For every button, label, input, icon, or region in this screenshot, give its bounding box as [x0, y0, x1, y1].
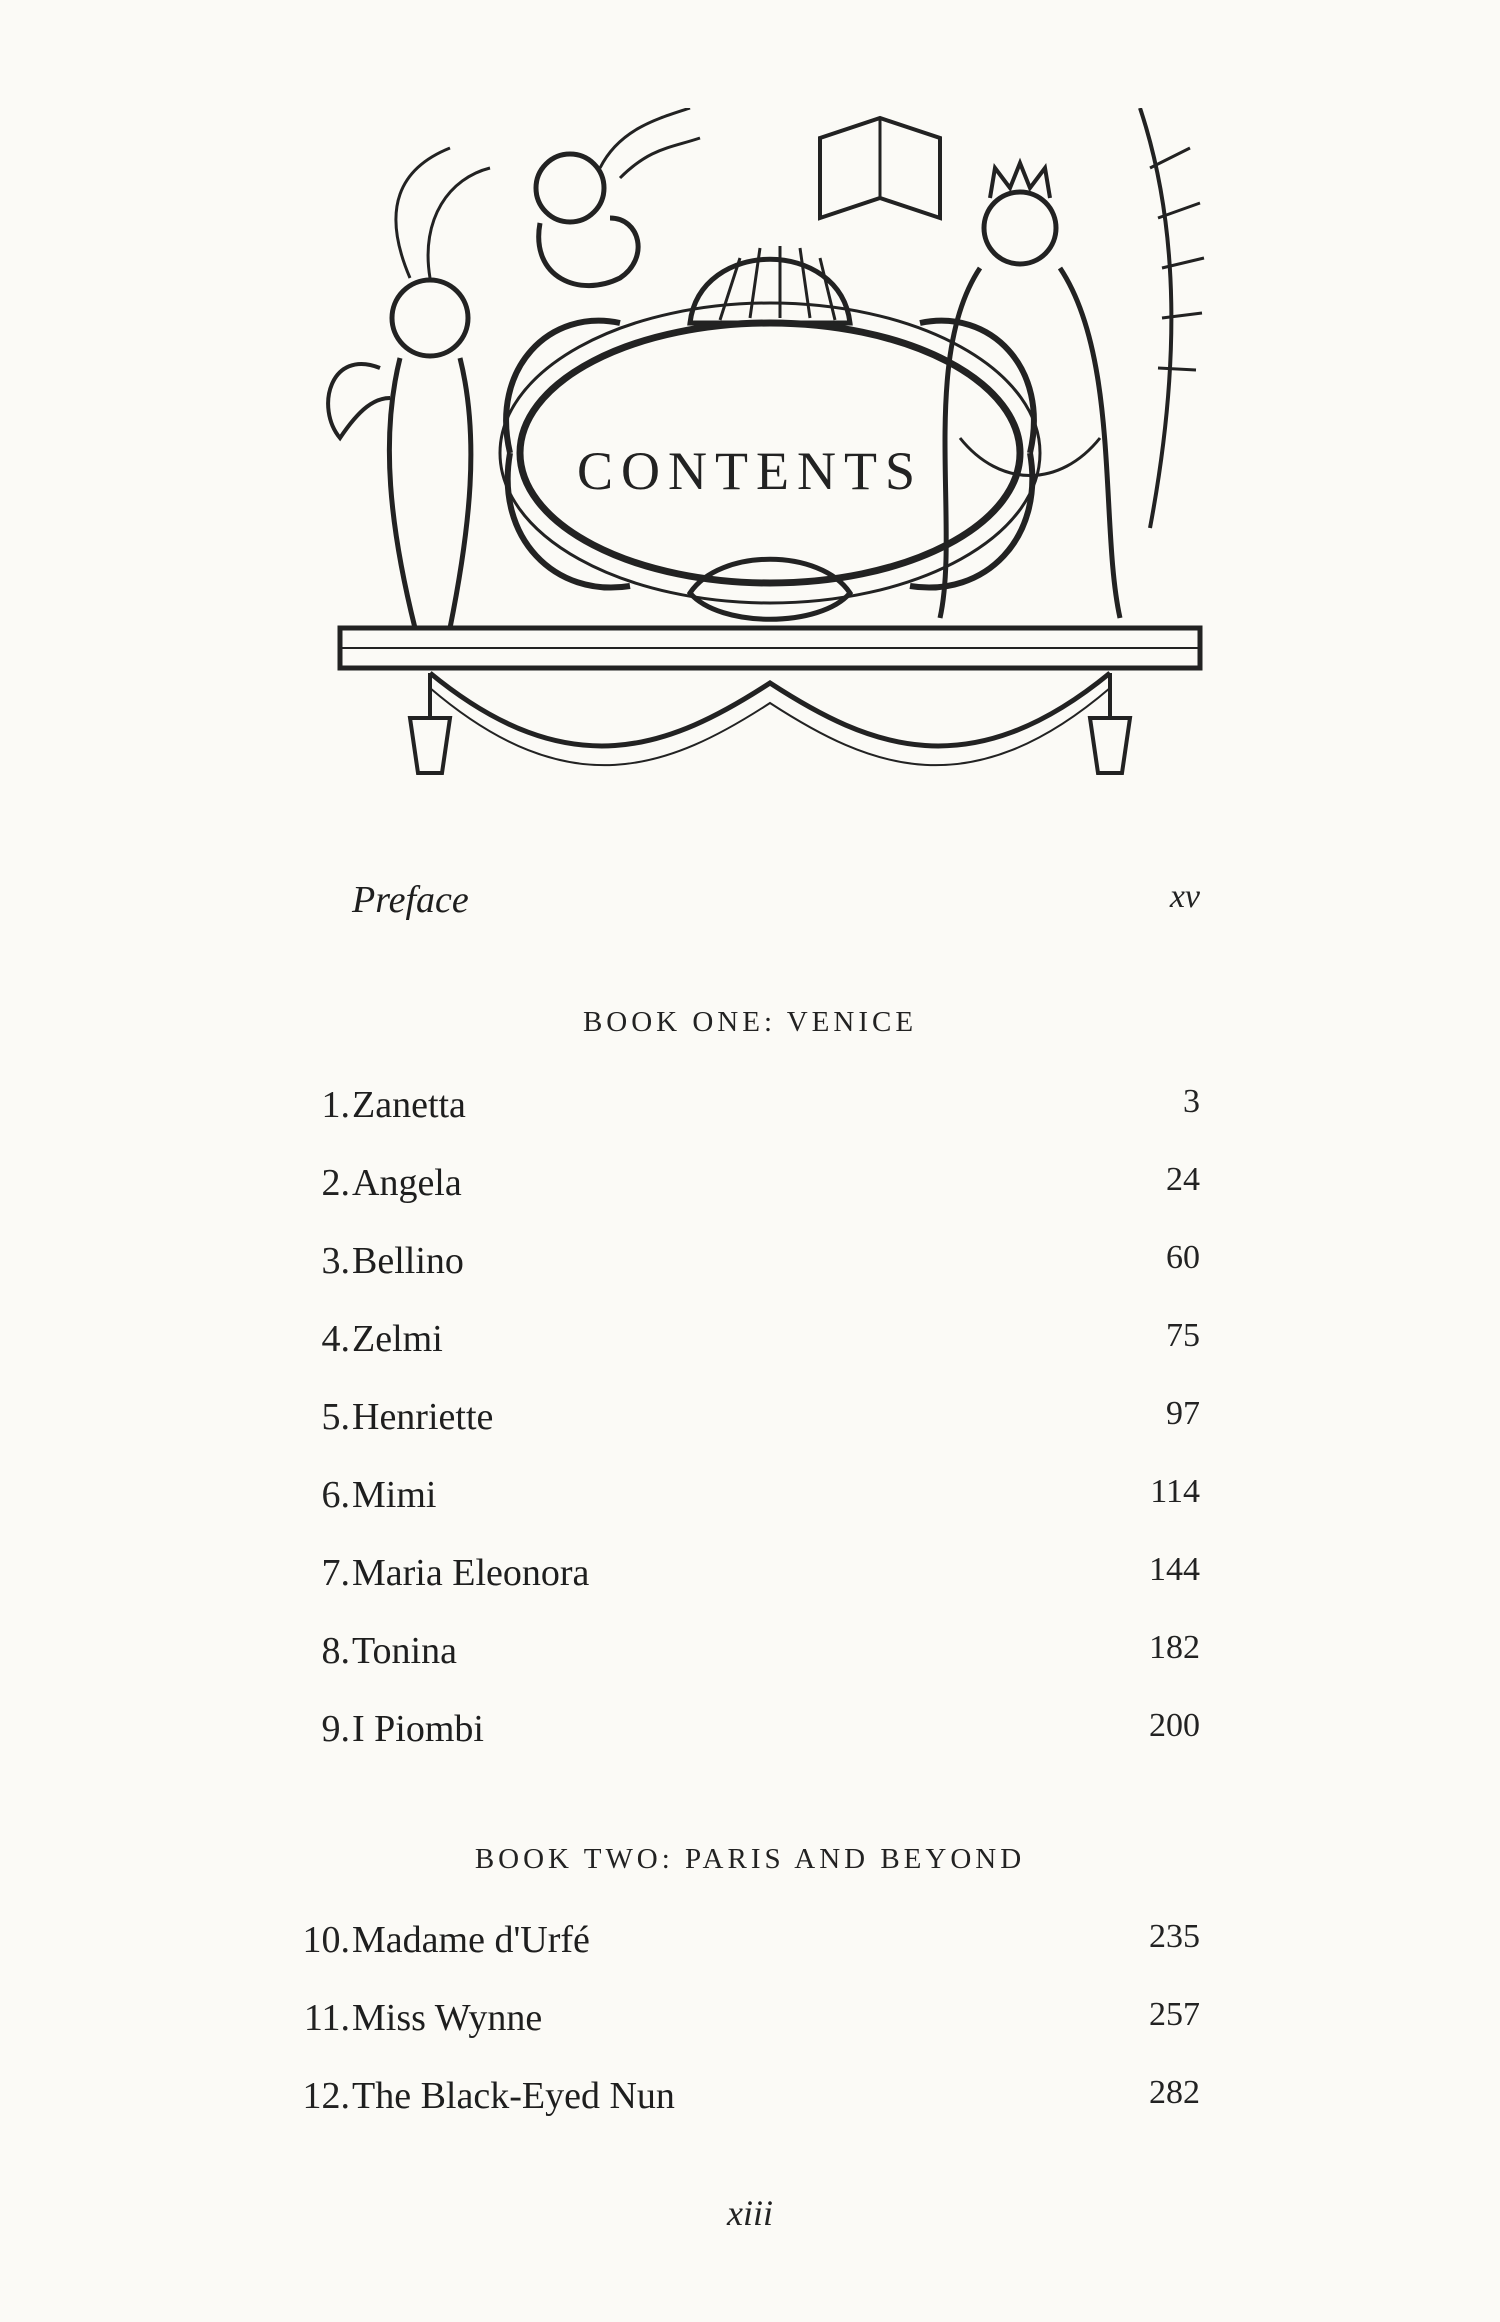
toc-entry[interactable] — [0, 1918, 1500, 1978]
chapter-number: 2. — [321, 1162, 350, 1204]
toc-entry[interactable] — [0, 1083, 1500, 1143]
entry-title: Madame d'Urfé — [352, 1919, 590, 1961]
entry-page: 75 — [1166, 1317, 1200, 1354]
chapter-number: 4. — [321, 1318, 350, 1360]
book-two-heading: BOOK TWO: PARIS AND BEYOND — [474, 1843, 1026, 1875]
toc-entry[interactable] — [0, 1239, 1500, 1299]
toc-entry[interactable] — [0, 1551, 1500, 1611]
entry-title: Mimi — [352, 1474, 437, 1516]
entry-page: 200 — [1149, 1707, 1200, 1744]
chapter-number: 6. — [321, 1474, 350, 1516]
entry-title: The Black-Eyed Nun — [352, 2075, 675, 2117]
chapter-number: 10. — [302, 1919, 350, 1961]
entry-title: Miss Wynne — [352, 1997, 543, 2039]
toc-entry[interactable] — [0, 1161, 1500, 1221]
entry-page: 24 — [1166, 1161, 1200, 1198]
chapter-number: 5. — [321, 1396, 350, 1438]
toc-entry-preface[interactable] — [0, 878, 1500, 938]
chapter-number: 8. — [321, 1630, 350, 1672]
entry-title: Bellino — [352, 1240, 464, 1282]
entry-title: Henriette — [352, 1396, 494, 1438]
entry-title: Zanetta — [352, 1084, 466, 1126]
toc-entry[interactable] — [0, 1317, 1500, 1377]
entry-page: 235 — [1149, 1918, 1200, 1955]
entry-title: Preface — [352, 879, 469, 921]
entry-page: 144 — [1149, 1551, 1200, 1588]
toc-entry[interactable] — [0, 2074, 1500, 2134]
toc-entry[interactable] — [0, 1996, 1500, 2056]
page-folio: xiii — [727, 2193, 773, 2233]
entry-title: I Piombi — [352, 1708, 484, 1750]
entry-page: 282 — [1149, 2074, 1200, 2111]
contents-title: CONTENTS — [577, 441, 923, 501]
toc-entry[interactable] — [0, 1629, 1500, 1689]
book-one-heading: BOOK ONE: VENICE — [582, 1006, 918, 1038]
entry-page: 182 — [1149, 1629, 1200, 1666]
entry-page: 3 — [1183, 1083, 1200, 1120]
chapter-number: 12. — [302, 2075, 350, 2117]
chapter-number: 7. — [321, 1552, 350, 1594]
chapter-number: 9. — [321, 1708, 350, 1750]
entry-title: Tonina — [352, 1630, 457, 1672]
entry-title: Zelmi — [352, 1318, 443, 1360]
entry-title: Maria Eleonora — [352, 1552, 590, 1594]
entry-title: Angela — [352, 1162, 462, 1204]
entry-page: 97 — [1166, 1395, 1200, 1432]
entry-page: 60 — [1166, 1239, 1200, 1276]
chapter-number: 11. — [303, 1997, 350, 2039]
chapter-number: 1. — [321, 1084, 350, 1126]
entry-page: 114 — [1150, 1473, 1200, 1510]
entry-page: 257 — [1149, 1996, 1200, 2033]
entry-page: xv — [1169, 878, 1200, 915]
toc-entry[interactable] — [0, 1395, 1500, 1455]
chapter-number: 3. — [321, 1240, 350, 1282]
toc-entry[interactable] — [0, 1707, 1500, 1767]
toc-entry[interactable] — [0, 1473, 1500, 1533]
